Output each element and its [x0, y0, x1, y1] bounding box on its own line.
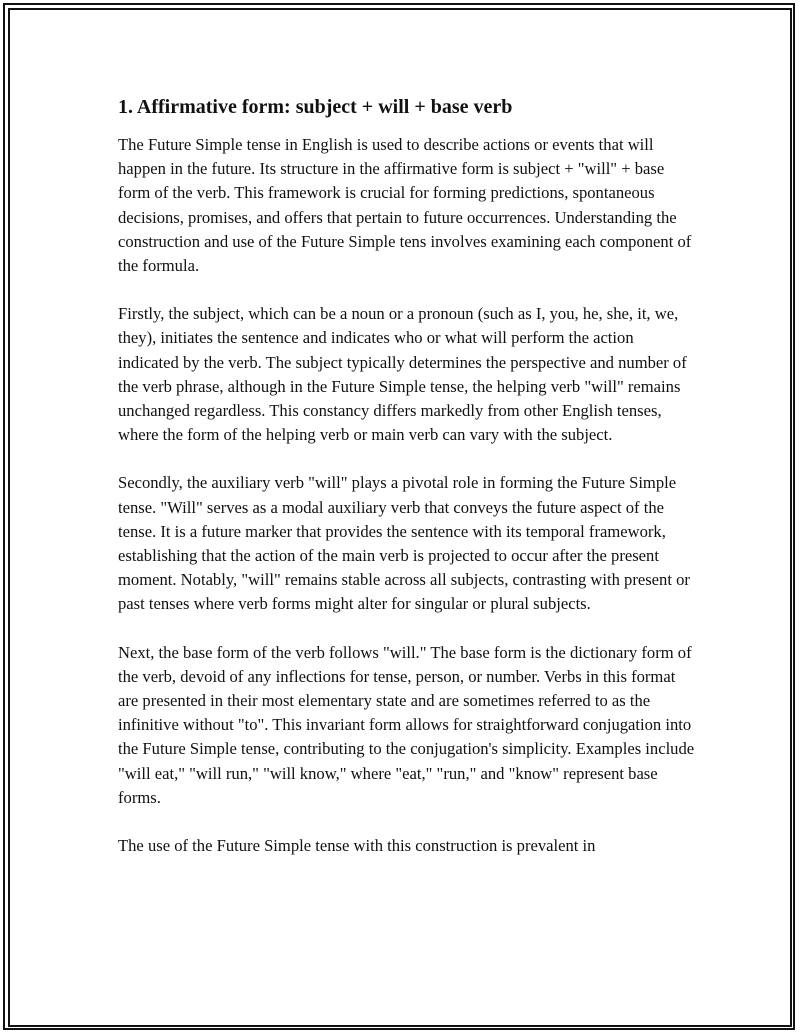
- paragraph-intro: The Future Simple tense in English is used to describe actions or events that will happen in the future. Its structure in the affirmative form is subject + "will" + base form of the verb. This framework is crucial for forming predictions, spontaneous decisions, promises, and offers that pertain to future occurrences. Understanding the construction and use of the Future Simple tens involves examining each component of the formula.: [118, 135, 692, 276]
- paragraph-auxiliary-will: Secondly, the auxiliary verb "will" plays a pivotal role in forming the Future Simple tense. "Will" serves as a modal auxiliary verb that conveys the future aspect of the tense. It is a future marker that provides the sentence with its temporal framework, establishing that the action of the main verb is projected to occur after the present moment. Notably, "will" remains stable across all subjects, contrasting with present or past tenses where verb forms might alter for singular or plural subjects.: [118, 473, 690, 614]
- paragraph-subject: Firstly, the subject, which can be a noun or a pronoun (such as I, you, he, she, it, we, they), initiates the sentence and indicates who or what will perform the action indicated by the verb. The subject typically determines the perspective and number of the verb phrase, although in the Future Simple tense, the helping verb "will" remains unchanged regardless. This constancy differs markedly from other English tenses, where the form of the helping verb or main verb can vary with the subject.: [118, 304, 687, 445]
- section-heading: 1. Affirmative form: subject + will + base verb: [118, 96, 513, 118]
- document-body: [118, 95, 698, 882]
- paragraph-usage: The use of the Future Simple tense with this construction is prevalent in: [118, 836, 596, 856]
- paragraph-base-verb: Next, the base form of the verb follows "will." The base form is the dictionary form of the verb, devoid of any inflections for tense, person, or number. Verbs in this format are presented in their most elementary state and are sometimes referred to as the infinitive without "to". This invariant form allows for straightforward conjugation into the Future Simple tense, contributing to the conjugation's simplicity. Examples include "will eat," "will run," "will know," where "eat," "run," and "know" represent base forms.: [118, 642, 695, 807]
